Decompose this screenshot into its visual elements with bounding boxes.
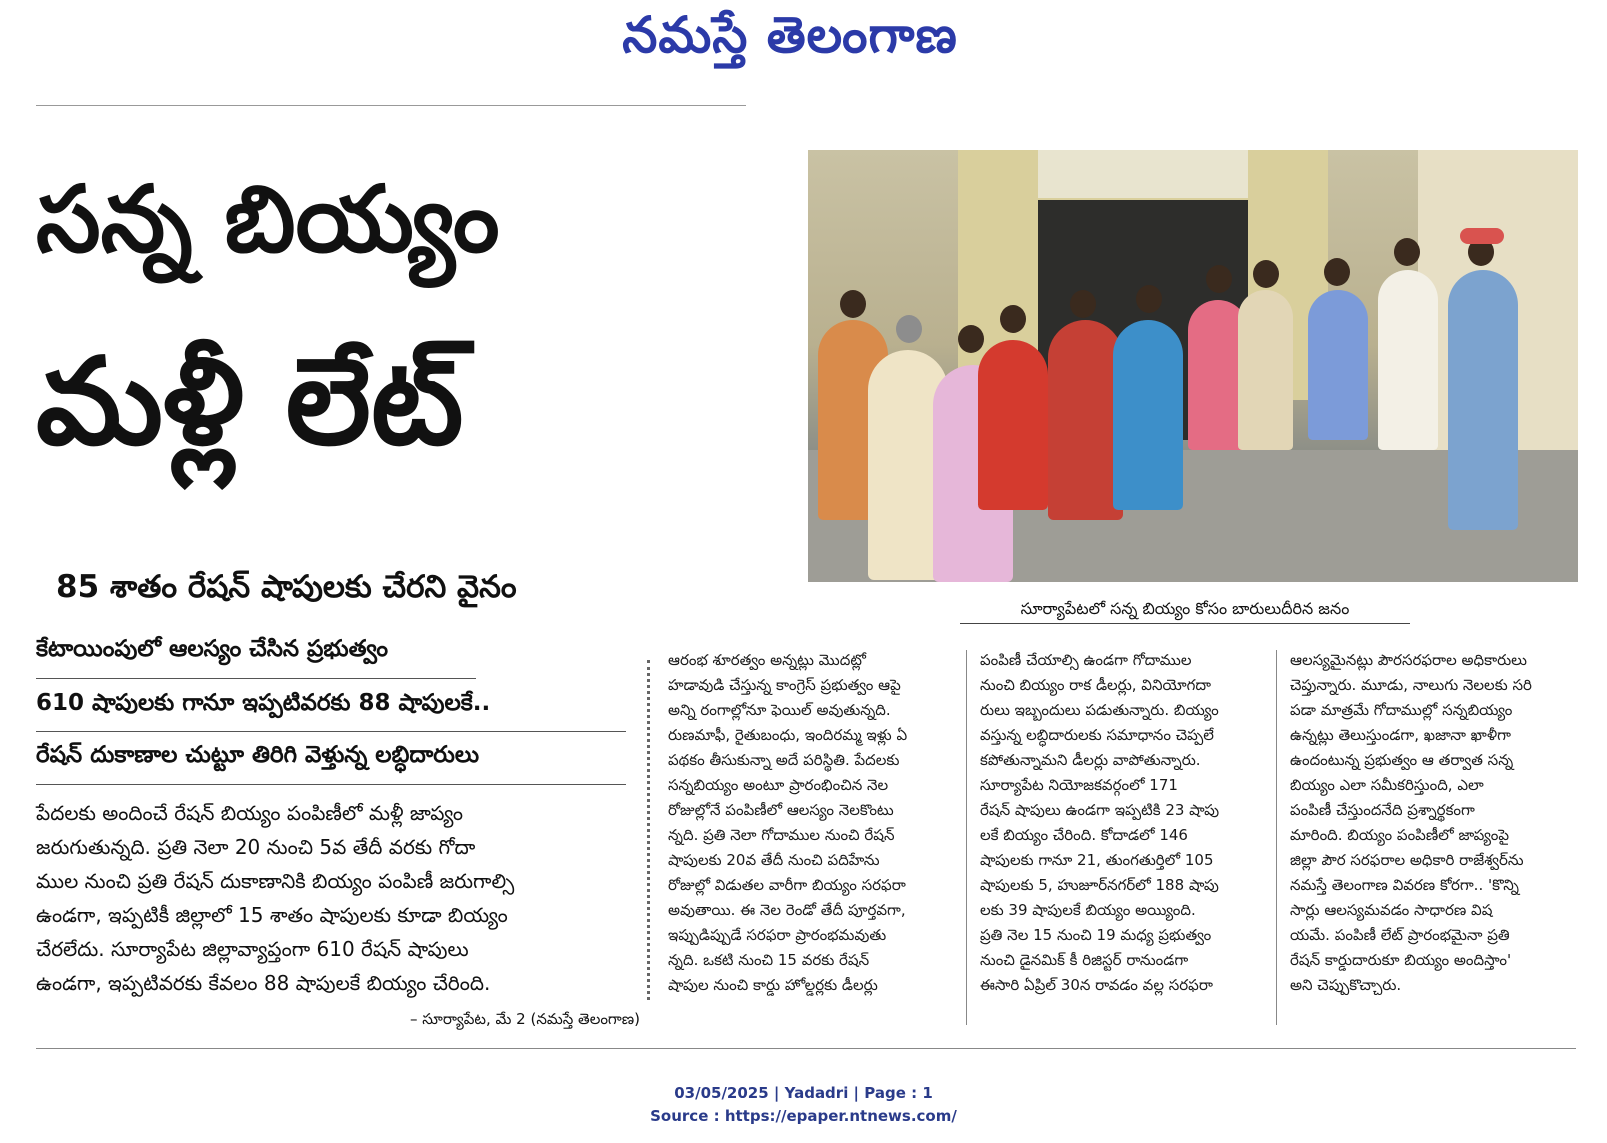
column-divider xyxy=(966,650,967,1025)
column-line: రులు ఇబ్బందులు పడుతున్నారు. బియ్యం xyxy=(980,701,1219,719)
photo-caption: సూర్యాపేటలో సన్న బియ్యం కోసం బారులుదీరిన జనం xyxy=(960,594,1410,624)
subhead-3: రేషన్ దుకాణాల చుట్టూ తిరిగి వెళ్తున్న లబ్ధిదారులు xyxy=(36,742,480,768)
column-line: ఇప్పుడిప్పుడే సరఫరా ప్రారంభమవుతు xyxy=(668,926,887,944)
column-line: అన్ని రంగాల్లోనూ ఫెయిల్ అవుతున్నది. xyxy=(668,701,891,719)
column-line: యమే. పంపిణీ లేట్ ప్రారంభమైనా ప్రతి xyxy=(1290,926,1510,944)
subhead-1: కేటాయింపులో ఆలస్యం చేసిన ప్రభుత్వం xyxy=(36,636,389,662)
subhead-divider xyxy=(36,784,626,785)
masthead-logo: నమస్తే తెలంగాణ xyxy=(622,5,958,64)
column-line: పంపిణీ చేయాల్సి ఉండగా గోదాముల xyxy=(980,651,1192,669)
column-line: మారింది. బియ్యం పంపిణీలో జాప్యంపై xyxy=(1290,826,1509,844)
column-line: ఉందంటున్న ప్రభుత్వం ఆ తర్వాత సన్న xyxy=(1290,751,1514,769)
page-footer xyxy=(0,1082,1607,1128)
column-line: రోజుల్లో విడుతల వారీగా బియ్యం సరఫరా xyxy=(668,876,906,894)
news-photo xyxy=(808,150,1578,582)
column-divider xyxy=(1276,650,1277,1025)
intro-line: జరుగుతున్నది. ప్రతి నెలా 20 నుంచి 5వ తేదీ వరకు గోదా xyxy=(36,835,476,859)
column-line: నుంచి డైనమిక్ కీ రిజిస్టర్ రానుండగా xyxy=(980,951,1189,969)
subhead-divider xyxy=(36,678,476,679)
column-line: రేషన్ కార్డుదారుకూ బియ్యం అందిస్తాం' xyxy=(1290,951,1512,969)
column-line: లకే బియ్యం చేరింది. కోదాడలో 146 xyxy=(980,826,1188,844)
subhead-divider xyxy=(36,731,626,732)
dateline: – సూర్యాపేట, మే 2 (నమస్తే తెలంగాణ) xyxy=(410,1010,640,1028)
intro-line: చేరలేదు. సూర్యాపేట జిల్లావ్యాప్తంగా 610 రేషన్ షాపులు xyxy=(36,937,469,961)
column-divider-dotted xyxy=(647,660,650,1000)
column-line: ఉన్నట్లు తెలుస్తుండగా, ఖజానా ఖాళీగా xyxy=(1290,726,1511,744)
column-line: బియ్యం ఎలా సమీకరిస్తుంది, ఎలా xyxy=(1290,776,1484,794)
intro-line: ఉండగా, ఇప్పటికీ జిల్లాలో 15 శాతం షాపులకు కూడా బియ్యం xyxy=(36,903,508,927)
column-line: చెప్తున్నారు. మూడు, నాలుగు నెలలకు సరి xyxy=(1290,676,1532,694)
column-line: రేషన్ షాపులు ఉండగా ఇప్పటికి 23 షాపు xyxy=(980,801,1220,819)
column-line: వస్తున్న లబ్ధిదారులకు సమాధానం చెప్పలే xyxy=(980,726,1214,744)
body-column-1 xyxy=(668,648,978,998)
column-line: సూర్యాపేట నియోజకవర్గంలో 171 xyxy=(980,776,1178,794)
column-line: హడావుడి చేస్తున్న కాంగ్రెస్ ప్రభుత్వం ఆపై xyxy=(668,676,901,694)
intro-line: ఉండగా, ఇప్పటివరకు కేవలం 88 షాపులకే బియ్యం చేరింది. xyxy=(36,971,491,995)
intro-line: పేదలకు అందించే రేషన్ బియ్యం పంపిణీలో మళ్లీ జాప్యం xyxy=(36,801,464,825)
intro-line: ముల నుంచి ప్రతి రేషన్ దుకాణానికి బియ్యం పంపిణీ జరుగాల్సి xyxy=(36,869,515,893)
column-line: షాపుల నుంచి కార్డు హోల్డర్లకు డీలర్లు xyxy=(668,976,878,994)
bottom-divider xyxy=(36,1048,1576,1049)
column-line: ఆలస్యమైనట్లు పౌరసరఫరాల అధికారులు xyxy=(1290,651,1527,669)
column-line: జిల్లా పౌర సరఫరాల అధికారి రాజేశ్వర్‌ను xyxy=(1290,851,1524,869)
column-line: న్నది. ప్రతి నెలా గోదాముల నుంచి రేషన్ xyxy=(668,826,895,844)
column-line: షాపులకు 20వ తేదీ నుంచి పదిహేను xyxy=(668,851,880,869)
column-line: నుంచి బియ్యం రాక డీలర్లు, వినియోగదా xyxy=(980,676,1211,694)
column-line: నమస్తే తెలంగాణ వివరణ కోరగా.. 'కొన్ని xyxy=(1290,876,1519,894)
column-line: రుణమాఫీ, రైతుబంధు, ఇందిరమ్మ ఇళ్లు ఏ xyxy=(668,726,908,744)
column-line: షాపులకు గానూ 21, తుంగతుర్తిలో 105 xyxy=(980,851,1214,869)
column-line: ఈసారి ఏప్రిల్ 30న రావడం వల్ల సరఫరా xyxy=(980,976,1213,994)
column-line: లకు 39 షాపులకే బియ్యం అయ్యింది. xyxy=(980,901,1196,919)
column-line: షాపులకు 5, హుజూర్‌నగర్‌లో 188 షాపు xyxy=(980,876,1219,894)
headline-line-1: సన్న బియ్యం xyxy=(36,166,500,273)
body-column-2 xyxy=(980,648,1290,998)
column-line: అని చెప్పుకొచ్చారు. xyxy=(1290,976,1402,994)
column-line: న్నది. ఒకటి నుంచి 15 వరకు రేషన్ xyxy=(668,951,870,969)
footer-source-link[interactable]: Source : https://epaper.ntnews.com/ xyxy=(650,1107,957,1125)
column-line: ప్రతి నెల 15 నుంచి 19 మధ్య ప్రభుత్వం xyxy=(980,926,1212,944)
intro-paragraph xyxy=(36,796,636,1000)
column-line: ఆరంభ శూరత్వం అన్నట్లు మొదట్లో xyxy=(668,651,866,669)
column-line: పడా మాత్రమే గోదాముల్లో సన్నబియ్యం xyxy=(1290,701,1513,719)
top-divider xyxy=(36,105,746,106)
footer-edition-info: 03/05/2025 | Yadadri | Page : 1 xyxy=(674,1084,933,1102)
column-line: పథకం తీసుకున్నా అదే పరిస్థితి. పేదలకు xyxy=(668,751,900,769)
column-line: సన్నబియ్యం అంటూ ప్రారంభించిన నెల xyxy=(668,776,889,794)
column-line: పంపిణీ చేస్తుందనేది ప్రశ్నార్థకంగా xyxy=(1290,801,1475,819)
column-line: సార్లు ఆలస్యమవడం సాధారణ విష xyxy=(1290,901,1493,919)
headline-line-2: మళ్లీ లేట్ xyxy=(36,333,464,472)
body-column-3 xyxy=(1290,648,1600,998)
subhead-2: 610 షాపులకు గానూ ఇప్పటివరకు 88 షాపులకే.. xyxy=(36,690,491,716)
column-line: కపోతున్నామని డీలర్లు వాపోతున్నారు. xyxy=(980,751,1201,769)
column-line: అవుతాయి. ఈ నెల రెండో తేదీ పూర్తవగా, xyxy=(668,901,906,919)
column-line: రోజుల్లోనే పంపిణీలో ఆలస్యం నెలకొంటు xyxy=(668,801,894,819)
headline-deck: 85 శాతం రేషన్ షాపులకు చేరని వైనం xyxy=(56,569,517,605)
